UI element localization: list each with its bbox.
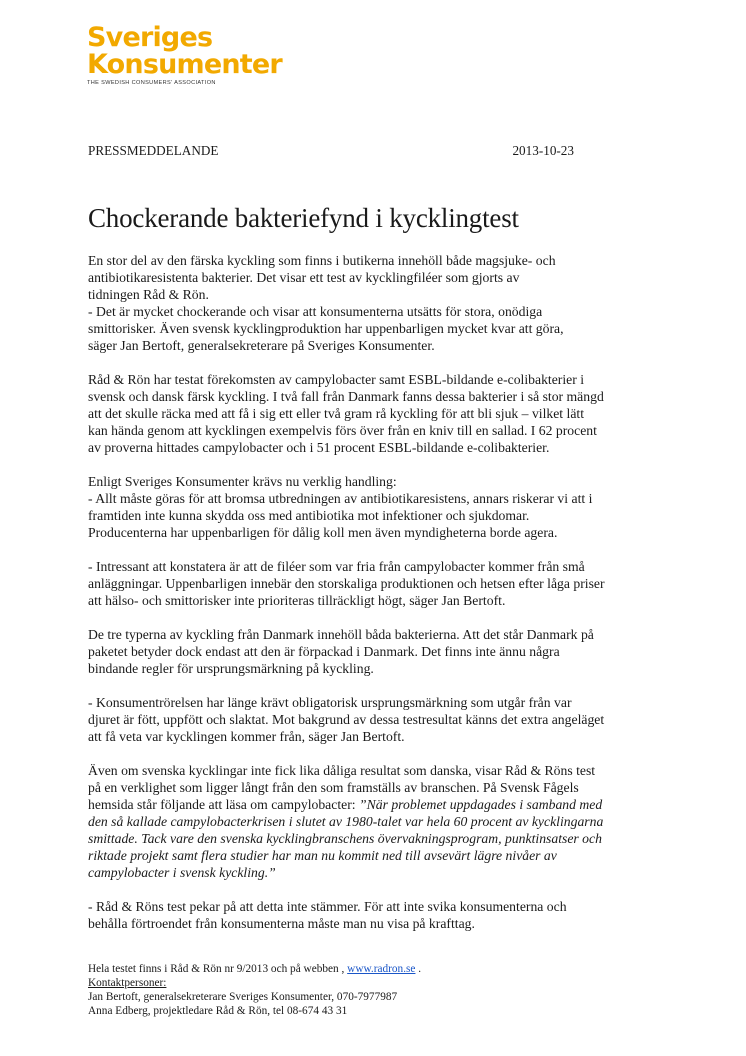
- text-line: smittorisker. Även svensk kycklingproduktion har uppenbarligen mycket kvar att göra,: [88, 321, 564, 336]
- text-line: - Intressant att konstatera är att de filéer som var fria från campylobacter kommer från små: [88, 559, 585, 574]
- paragraph-intro: [88, 252, 660, 354]
- text-line: Även om svenska kycklingar inte fick lika dåliga resultat som danska, visar Råd & Röns test: [88, 763, 596, 778]
- text-line: Enligt Sveriges Konsumenter krävs nu verklig handling:: [88, 474, 397, 489]
- paragraph-svensk-fagel: [88, 762, 660, 881]
- text-line: kan hända genom att kycklingen exempelvis förs över från en kniv till en sallad. I 62 procent: [88, 423, 597, 438]
- text-line: Producenterna har uppenbarligen för dålig koll men även myndigheterna borde agera.: [88, 525, 558, 540]
- quote-text: smittade. Tack vare den svenska kycklingbranschens övervakningsprogram, punktinsatser och: [88, 831, 602, 846]
- text-line: att få veta var kycklingen kommer från, säger Jan Bertoft.: [88, 729, 405, 744]
- paragraph-test-results: [88, 371, 660, 456]
- contacts-label: Kontaktpersoner:: [88, 977, 167, 989]
- press-release-label: PRESSMEDDELANDE: [88, 143, 219, 158]
- text-line: anläggningar. Uppenbarligen innebär den storskaliga produktionen och hetsen efter låga priser: [88, 576, 605, 591]
- text-line: på en verklighet som ligger långt från den som framställs av branschen. På Svensk Fågels: [88, 780, 579, 795]
- paragraph-small-farms: [88, 558, 660, 609]
- text-line: behålla förtroendet från konsumenterna måste man nu visa på krafttag.: [88, 916, 475, 931]
- article-body: [88, 252, 660, 949]
- header-row: [88, 143, 574, 159]
- text-line: - Råd & Röns test pekar på att detta inte stämmer. För att inte svika konsumenterna och: [88, 899, 567, 914]
- text-line: - Konsumentrörelsen har länge krävt obligatorisk ursprungsmärkning som utgår från var: [88, 695, 572, 710]
- footer: [88, 962, 660, 1018]
- text-line: bindande regler för ursprungsmärkning på kyckling.: [88, 661, 374, 676]
- footer-text: .: [415, 963, 422, 975]
- text-line: hemsida står följande att läsa om campylobacter:: [88, 797, 359, 812]
- text-line: De tre typerna av kyckling från Danmark innehöll båda bakterierna. Att det står Danmark på: [88, 627, 594, 642]
- text-line: att det skulle räcka med att få i sig ett eller två gram rå kyckling för att bli sjuk – vilket lätt: [88, 406, 585, 421]
- logo-line-2: Konsumenter: [87, 49, 282, 80]
- paragraph-action-needed: [88, 473, 660, 541]
- contact-jan-bertoft: Jan Bertoft, generalsekreterare Sveriges Konsumenter, 070-7977987: [88, 991, 398, 1003]
- text-line: svensk och dansk färsk kyckling. I två fall från Danmark fanns dessa bakterier i så stor mängd: [88, 389, 604, 404]
- footer-text: Hela testet finns i Råd & Rön nr 9/2013 och på webben ,: [88, 963, 348, 975]
- logo-tagline: THE SWEDISH CONSUMERS' ASSOCIATION: [87, 80, 216, 86]
- text-line: att hälso- och smittorisker inte prioriteras tillräckligt högt, säger Jan Bertoft.: [88, 593, 506, 608]
- text-line: - Det är mycket chockerande och visar att konsumenterna utsätts för stora, onödiga: [88, 304, 543, 319]
- text-line: framtiden inte kunna skydda oss med antibiotika mot infektioner och sjukdomar.: [88, 508, 530, 523]
- text-line: Råd & Rön har testat förekomsten av campylobacter samt ESBL-bildande e-colibakterier i: [88, 372, 585, 387]
- text-line: paketet betyder dock endast att den är förpackad i Danmark. Det finns inte ännu några: [88, 644, 560, 659]
- quote-text: ”När problemet uppdagades i samband med: [359, 797, 603, 812]
- release-date: 2013-10-23: [512, 143, 574, 158]
- text-line: av proverna hittades campylobacter och i 51 procent ESBL-bildande e-colibakterier.: [88, 440, 550, 455]
- page-title: Chockerande bakteriefynd i kycklingtest: [88, 203, 519, 233]
- quote-text: campylobacter i svensk kyckling.”: [88, 865, 276, 880]
- paragraph-conclusion: [88, 898, 660, 932]
- quote-text: riktade projekt samt flera studier har man nu kommit ned till avsevärt lägre nivåer av: [88, 848, 557, 863]
- logo-line-1: Sveriges: [87, 22, 213, 53]
- text-line: djuret är fött, uppfött och slaktat. Mot bakgrund av dessa testresultat känns det extra angeläget: [88, 712, 605, 727]
- text-line: - Allt måste göras för att bromsa utbredningen av antibiotikaresistens, annars riskerar vi att i: [88, 491, 593, 506]
- contact-anna-edberg: Anna Edberg, projektledare Råd & Rön, tel 08-674 43 31: [88, 1005, 348, 1017]
- text-line: tidningen Råd & Rön.: [88, 287, 209, 302]
- text-line: En stor del av den färska kyckling som finns i butikerna innehöll både magsjuke- och: [88, 253, 556, 268]
- sveriges-konsumenter-logo: [87, 24, 282, 86]
- text-line: säger Jan Bertoft, generalsekreterare på Sveriges Konsumenter.: [88, 338, 435, 353]
- radron-link[interactable]: www.radron.se: [347, 963, 416, 975]
- text-line: antibiotikaresistenta bakterier. Det visar ett test av kycklingfiléer som gjorts av: [88, 270, 520, 285]
- paragraph-origin-labeling: [88, 694, 660, 745]
- paragraph-denmark: [88, 626, 660, 677]
- quote-text: den så kallade campylobacterkrisen i slutet av 1980-talet var hela 60 procent av kycklingarna: [88, 814, 604, 829]
